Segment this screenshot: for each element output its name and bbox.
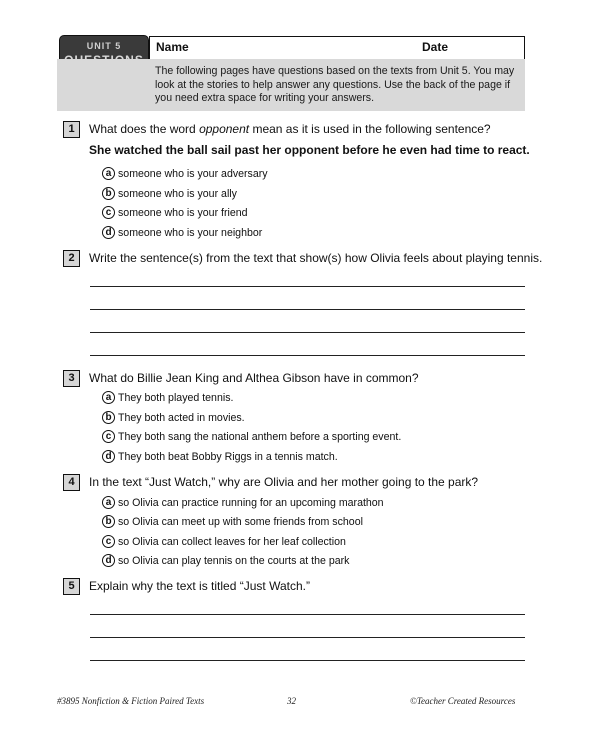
question-text <box>89 122 491 136</box>
option-text: so Olivia can collect leaves for her leaf collection <box>118 535 346 548</box>
question-text: In the text “Just Watch,” why are Olivia and her mother going to the park? <box>89 475 479 489</box>
option-bubble[interactable]: a <box>102 167 115 180</box>
footer-page-number: 32 <box>287 696 296 706</box>
question-text-part: mean as it is used in the following sentence? <box>249 122 491 136</box>
quoted-sentence: She watched the ball sail past her opponent before he even had time to react. <box>89 143 530 157</box>
unit-label: UNIT 5 <box>86 41 122 51</box>
answer-option[interactable] <box>102 494 384 510</box>
answer-option[interactable] <box>102 448 338 464</box>
question-number: 3 <box>63 370 80 387</box>
option-text: someone who is your ally <box>118 187 237 200</box>
option-text: someone who is your neighbor <box>118 226 263 239</box>
answer-line[interactable] <box>90 614 525 615</box>
date-label: Date <box>422 40 449 54</box>
option-bubble[interactable]: a <box>102 496 115 509</box>
option-bubble[interactable]: b <box>102 187 115 200</box>
question-number: 1 <box>63 121 80 138</box>
footer-publication: #3895 Nonfiction & Fiction Paired Texts <box>57 696 205 706</box>
option-text: so Olivia can practice running for an upcoming marathon <box>118 496 384 509</box>
option-bubble[interactable]: d <box>102 450 115 463</box>
option-text: They both beat Bobby Riggs in a tennis match. <box>118 450 338 463</box>
option-bubble[interactable]: d <box>102 554 115 567</box>
answer-line[interactable] <box>90 309 525 310</box>
option-bubble[interactable]: c <box>102 535 115 548</box>
answer-option[interactable] <box>102 204 248 220</box>
answer-line[interactable] <box>90 355 525 356</box>
question-text: Explain why the text is titled “Just Watch.” <box>89 579 310 593</box>
question-number: 2 <box>63 250 80 267</box>
option-bubble[interactable]: d <box>102 226 115 239</box>
answer-option[interactable] <box>102 409 245 425</box>
answer-option[interactable] <box>102 224 262 240</box>
answer-option[interactable] <box>102 552 349 568</box>
answer-line[interactable] <box>90 660 525 661</box>
option-text: They both sang the national anthem before a sporting event. <box>118 430 402 443</box>
option-bubble[interactable]: b <box>102 411 115 424</box>
name-date-bar <box>149 36 525 60</box>
footer-publisher: ©Teacher Created Resources <box>410 696 516 706</box>
name-label: Name <box>156 40 189 54</box>
question-number: 4 <box>63 474 80 491</box>
instructions-box <box>57 59 525 111</box>
option-bubble[interactable]: a <box>102 391 115 404</box>
option-text: someone who is your friend <box>118 206 248 219</box>
question-number: 5 <box>63 578 80 595</box>
answer-line[interactable] <box>90 637 525 638</box>
option-text: so Olivia can play tennis on the courts at the park <box>118 554 350 567</box>
answer-option[interactable] <box>102 513 363 529</box>
question-text: Write the sentence(s) from the text that show(s) how Olivia feels about playing tennis. <box>89 251 543 265</box>
option-bubble[interactable]: b <box>102 515 115 528</box>
option-text: They both played tennis. <box>118 391 234 404</box>
option-bubble[interactable]: c <box>102 206 115 219</box>
answer-option[interactable] <box>102 165 268 181</box>
question-text-part: What does the word <box>89 122 200 136</box>
option-text: someone who is your adversary <box>118 167 268 180</box>
answer-line[interactable] <box>90 332 525 333</box>
answer-option[interactable] <box>102 185 237 201</box>
option-text: They both acted in movies. <box>118 411 245 424</box>
worksheet-header <box>57 35 525 111</box>
answer-option[interactable] <box>102 428 401 444</box>
instructions-text: The following pages have questions based on the texts from Unit 5. You may look at the stories to help answer any questions. Use the back of the page if you need extra space for writing your answers. <box>155 65 515 104</box>
question-text: What do Billie Jean King and Althea Gibson have in common? <box>89 371 419 385</box>
answer-option[interactable] <box>102 389 233 405</box>
answer-option[interactable] <box>102 533 346 549</box>
option-text: so Olivia can meet up with some friends from school <box>118 515 363 528</box>
question-emphasis-word: opponent <box>199 122 250 136</box>
answer-line[interactable] <box>90 286 525 287</box>
option-bubble[interactable]: c <box>102 430 115 443</box>
